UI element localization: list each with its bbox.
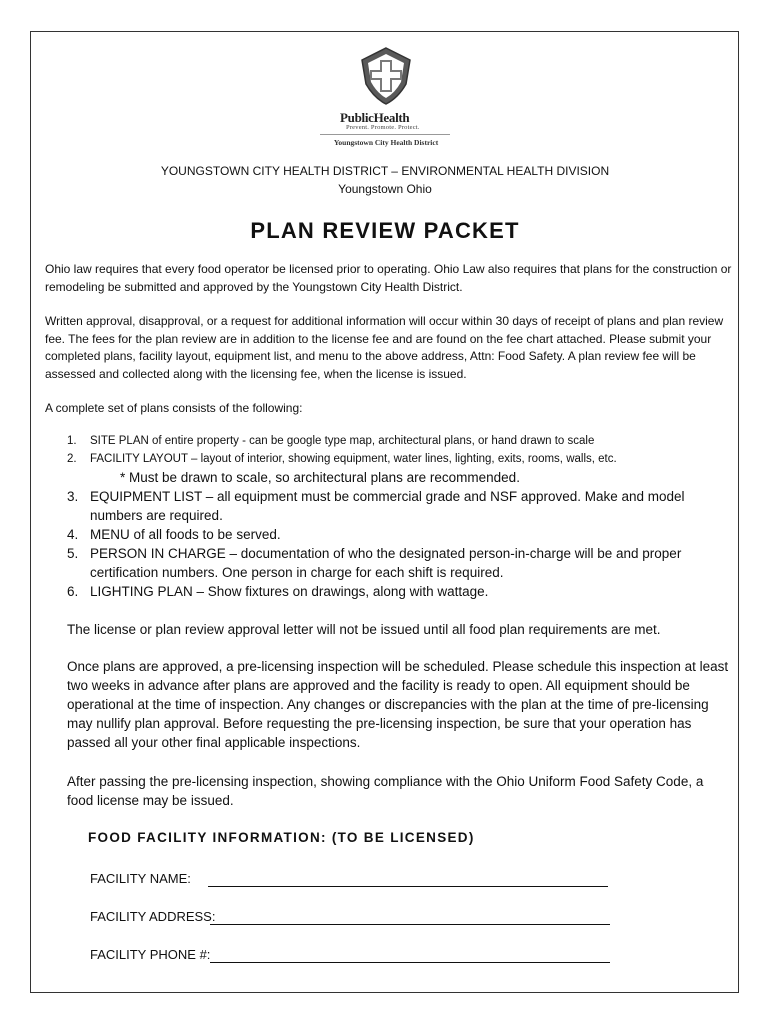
list-item xyxy=(45,433,705,451)
facility-phone-field[interactable] xyxy=(210,962,610,963)
list-item xyxy=(45,487,705,525)
list-note xyxy=(45,468,705,487)
logo-name: PublicHealth xyxy=(340,110,410,125)
plan-requirements-list xyxy=(45,433,705,601)
list-number: 6. xyxy=(67,584,79,599)
license-letter-paragraph: The license or plan review approval letter will not be issued until all food plan requirements are met. xyxy=(67,622,661,637)
list-number: 2. xyxy=(67,452,77,465)
header-division: YOUNGSTOWN CITY HEALTH DISTRICT – ENVIRONMENTAL HEALTH DIVISION xyxy=(160,164,610,178)
list-item xyxy=(45,544,705,582)
list-item xyxy=(45,582,705,601)
list-number: 3. xyxy=(67,489,79,504)
scale-note: * Must be drawn to scale, so architectural plans are recommended. xyxy=(120,470,520,485)
list-item xyxy=(45,451,705,469)
facility-name-label: FACILITY NAME: xyxy=(90,871,191,886)
facility-address-field[interactable] xyxy=(210,924,610,925)
page-title: PLAN REVIEW PACKET xyxy=(250,218,520,243)
logo-district: Youngstown City Health District xyxy=(333,138,439,147)
facility-section-title: FOOD FACILITY INFORMATION: (TO BE LICENSED) xyxy=(88,830,475,845)
logo-tagline: Prevent. Promote. Protect. xyxy=(346,124,420,131)
list-text: SITE PLAN of entire property - can be google type map, architectural plans, or hand drawn to scale xyxy=(90,435,595,447)
list-text: PERSON IN CHARGE – documentation of who the designated person-in-charge will be and proper certification numbers. One person in charge for each shift is required. xyxy=(90,546,682,580)
list-number: 5. xyxy=(67,546,79,561)
list-text: FACILITY LAYOUT – layout of interior, showing equipment, water lines, lighting, exits, rooms, walls, etc. xyxy=(90,452,617,465)
list-item xyxy=(45,525,705,544)
shield-cross-icon xyxy=(358,46,414,106)
public-health-logo xyxy=(318,46,452,150)
header-city: Youngstown Ohio xyxy=(338,182,432,196)
logo-divider xyxy=(320,134,450,135)
intro-paragraph: Ohio law requires that every food operator be licensed prior to operating. Ohio Law also requires that plans for the construction or remodeling be submitted and approved by the Youngstown City Health District. xyxy=(45,262,732,294)
list-text: LIGHTING PLAN – Show fixtures on drawings, along with wattage. xyxy=(90,584,489,599)
list-text: MENU of all foods to be served. xyxy=(90,527,281,542)
inspection-paragraph: Once plans are approved, a pre-licensing inspection will be scheduled. Please schedule this inspection at least two weeks in advance after plans are approved and the facility is ready to open. All equipment should be operational at the time of inspection. Any changes or discrepancies with the plan at the time of pre-licensing may nullify plan approval. Before requesting the pre-licensing inspection, be sure that your operation has passed all your other final applicable inspections. xyxy=(67,659,729,750)
facility-address-label: FACILITY ADDRESS: xyxy=(90,909,216,924)
list-number: 4. xyxy=(67,527,79,542)
after-inspection-paragraph: After passing the pre-licensing inspection, showing compliance with the Ohio Uniform Food Safety Code, a food license may be issued. xyxy=(67,774,704,808)
list-text: EQUIPMENT LIST – all equipment must be commercial grade and NSF approved. Make and model numbers are required. xyxy=(90,489,685,523)
approval-paragraph: Written approval, disapproval, or a request for additional information will occur within 30 days of receipt of plans and plan review fee. The fees for the plan review are in addition to the license fee and are found on the fee chart attached. Please submit your completed plans, facility layout, equipment list, and menu to the above address, Attn: Food Safety. A plan review fee will be assessed and collected along with the licensing fee, when the license is issued. xyxy=(45,314,724,381)
facility-phone-label: FACILITY PHONE #: xyxy=(90,947,211,962)
facility-name-field[interactable] xyxy=(208,886,608,887)
complete-set-paragraph: A complete set of plans consists of the following: xyxy=(45,401,303,415)
list-number: 1. xyxy=(67,435,77,447)
